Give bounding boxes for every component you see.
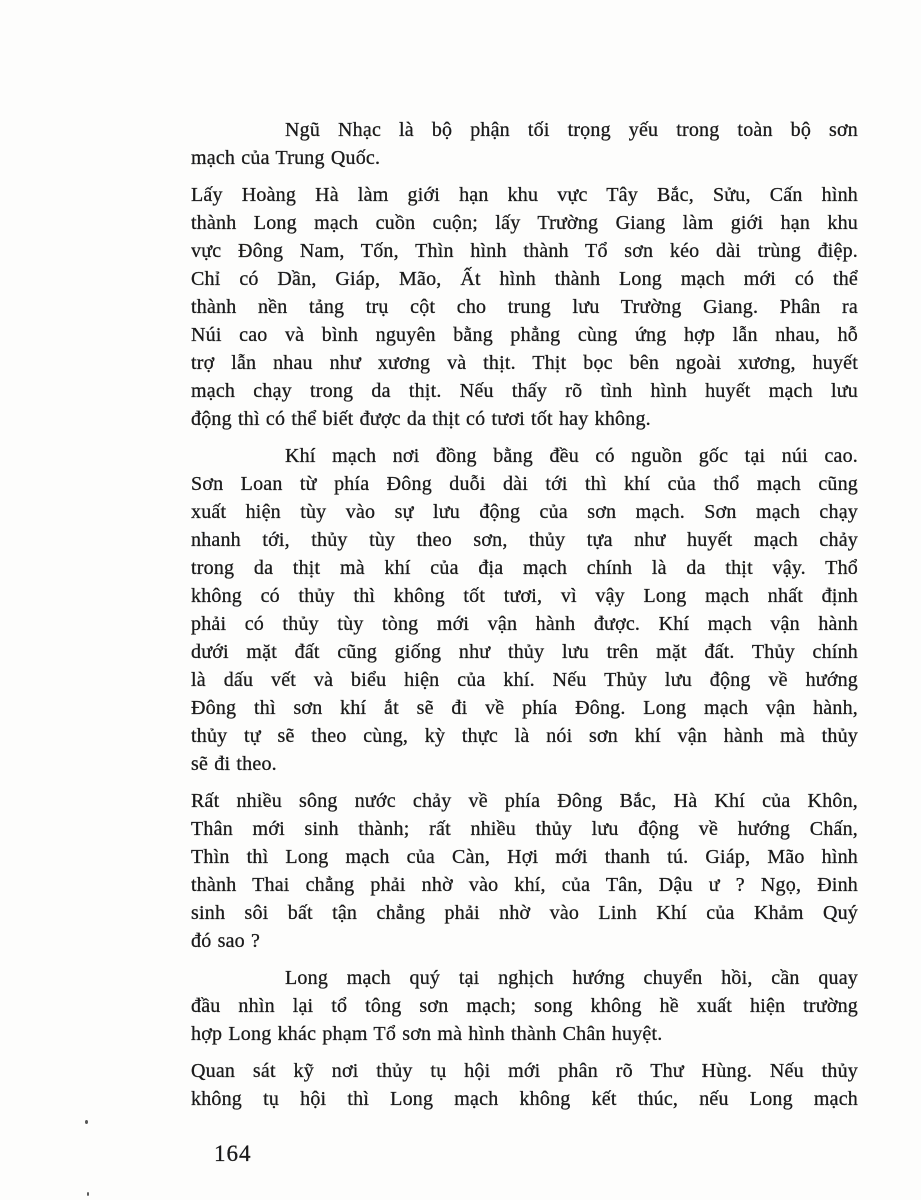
- text-line: Đông thì sơn khí ắt sẽ đi về phía Đông. Long mạch vận hành,: [191, 697, 858, 719]
- paragraph: [191, 442, 858, 778]
- text-line: Ngũ Nhạc là bộ phận tối trọng yếu trong toàn bộ sơn: [285, 119, 858, 141]
- text-line: Sơn Loan từ phía Đông duỗi dài tới thì khí của thổ mạch cũng: [191, 473, 858, 495]
- text-line: thành Thai chẳng phải nhờ vào khí, của Tân, Dậu ư ? Ngọ, Đinh: [191, 874, 858, 896]
- page-number: 164: [214, 1141, 252, 1166]
- text-line: Thìn thì Long mạch của Càn, Hợi mới thanh tú. Giáp, Mão hình: [191, 846, 858, 868]
- text-line: xuất hiện tùy vào sự lưu động của sơn mạch. Sơn mạch chạy: [191, 501, 858, 523]
- text-line: mạch của Trung Quốc.: [191, 147, 381, 169]
- paragraph: [191, 787, 858, 955]
- text-line: động thì có thể biết được da thịt có tươi tốt hay không.: [191, 408, 651, 430]
- text-line: trong da thịt mà khí của địa mạch chính là da thịt vậy. Thổ: [191, 557, 858, 579]
- text-line: đó sao ?: [191, 930, 261, 952]
- paragraph: [191, 181, 858, 433]
- text-line: không tụ hội thì Long mạch không kết thúc, nếu Long mạch: [191, 1088, 858, 1110]
- text-line: thành Long mạch cuồn cuộn; lấy Trường Giang làm giới hạn khu: [191, 212, 858, 234]
- text-line: sinh sôi bất tận chẳng phải nhờ vào Linh Khí của Khảm Quý: [191, 902, 858, 924]
- text-line: sẽ đi theo.: [191, 753, 277, 775]
- text-line: Thân mới sinh thành; rất nhiều thủy lưu động về hướng Chấn,: [191, 818, 858, 840]
- scan-speck: [85, 1120, 88, 1124]
- text-line: hợp Long khác phạm Tổ sơn mà hình thành Chân huyệt.: [191, 1023, 663, 1045]
- text-line: Núi cao và bình nguyên bằng phẳng cùng ứng hợp lẫn nhau, hỗ: [191, 324, 858, 346]
- paragraph: [191, 964, 858, 1048]
- text-line: thủy tự sẽ theo cùng, kỳ thực là nói sơn khí vận hành mà thủy: [191, 725, 858, 747]
- text-line: dưới mặt đất cũng giống như thủy lưu trên mặt đất. Thủy chính: [191, 641, 858, 663]
- text-line: Quan sát kỹ nơi thủy tụ hội mới phân rõ Thư Hùng. Nếu thủy: [191, 1060, 858, 1082]
- text-line: mạch chạy trong da thịt. Nếu thấy rõ tình hình huyết mạch lưu: [191, 380, 858, 402]
- text-line: Chỉ có Dần, Giáp, Mão, Ất hình thành Long mạch mới có thể: [191, 268, 858, 290]
- text-line: Khí mạch nơi đồng bằng đều có nguồn gốc tại núi cao.: [285, 445, 858, 467]
- text-line: Lấy Hoàng Hà làm giới hạn khu vực Tây Bắc, Sửu, Cấn hình: [191, 184, 858, 206]
- scan-speck: [87, 1192, 89, 1196]
- page-text: [191, 116, 858, 1122]
- text-line: trợ lẫn nhau như xương và thịt. Thịt bọc bên ngoài xương, huyết: [191, 352, 858, 374]
- text-line: Rất nhiều sông nước chảy về phía Đông Bắc, Hà Khí của Khôn,: [191, 790, 858, 812]
- text-line: là dấu vết và biểu hiện của khí. Nếu Thủy lưu động về hướng: [191, 669, 858, 691]
- text-line: Long mạch quý tại nghịch hướng chuyển hồi, cần quay: [285, 967, 858, 989]
- paragraph: [191, 116, 858, 172]
- text-line: đầu nhìn lại tổ tông sơn mạch; song không hề xuất hiện trường: [191, 995, 858, 1017]
- paragraph: [191, 1057, 858, 1113]
- text-line: phải có thủy tùy tòng mới vận hành được. Khí mạch vận hành: [191, 613, 858, 635]
- text-line: không có thủy thì không tốt tươi, vì vậy Long mạch nhất định: [191, 585, 858, 607]
- text-line: nhanh tới, thủy tùy theo sơn, thủy tựa như huyết mạch chảy: [191, 529, 858, 551]
- text-line: vực Đông Nam, Tốn, Thìn hình thành Tổ sơn kéo dài trùng điệp.: [191, 240, 858, 262]
- text-line: thành nền tảng trụ cột cho trung lưu Trường Giang. Phân ra: [191, 296, 858, 318]
